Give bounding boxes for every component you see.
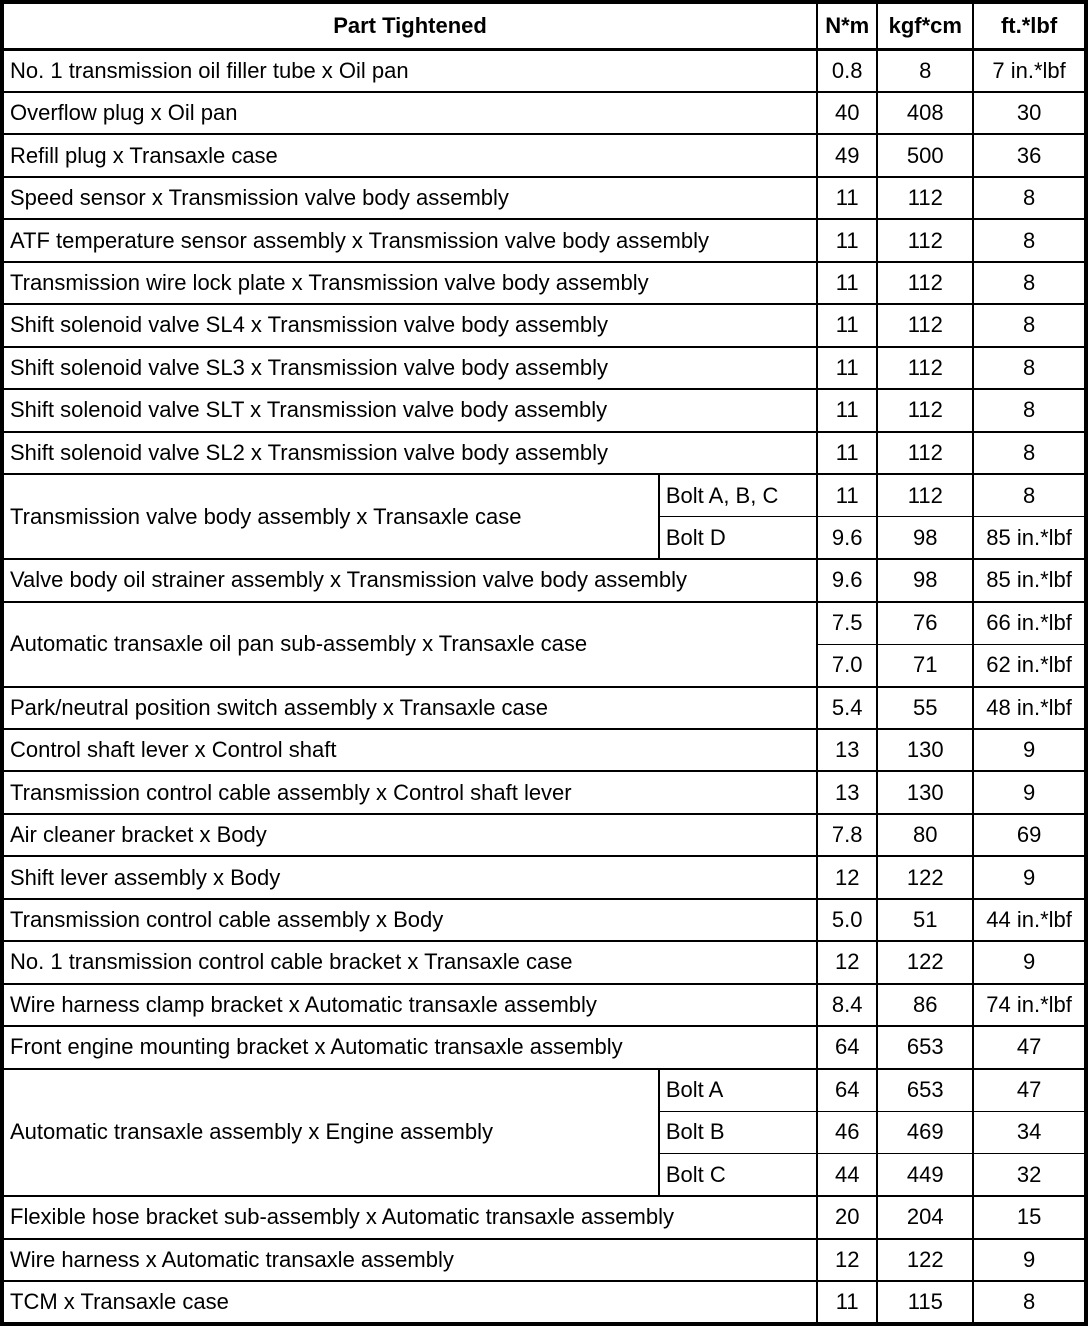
ftlbf-value-cell: 8 xyxy=(973,177,1086,219)
ftlbf-value-cell: 8 xyxy=(973,219,1086,261)
nm-value-cell: 9.6 xyxy=(817,517,877,559)
part-cell: Shift solenoid valve SL2 x Transmission valve body assembly xyxy=(2,432,817,474)
ftlbf-value-cell: 8 xyxy=(973,1281,1086,1324)
ftlbf-value-cell: 8 xyxy=(973,432,1086,474)
part-cell: Automatic transaxle oil pan sub-assembly x Transaxle case xyxy=(2,602,817,687)
nm-value-cell: 11 xyxy=(817,347,877,389)
kgfcm-value-cell: 51 xyxy=(877,899,973,941)
ftlbf-value-cell: 32 xyxy=(973,1154,1086,1196)
header-row xyxy=(2,2,1086,50)
part-cell: No. 1 transmission control cable bracket x Transaxle case xyxy=(2,941,817,983)
ftlbf-value-cell: 8 xyxy=(973,304,1086,346)
table-row xyxy=(2,602,1086,644)
kgfcm-value-cell: 115 xyxy=(877,1281,973,1324)
kgfcm-value-cell: 204 xyxy=(877,1196,973,1238)
part-cell: Valve body oil strainer assembly x Transmission valve body assembly xyxy=(2,559,817,601)
kgfcm-value-cell: 500 xyxy=(877,134,973,176)
ftlbf-value-cell: 30 xyxy=(973,92,1086,134)
part-cell: Shift solenoid valve SL3 x Transmission valve body assembly xyxy=(2,347,817,389)
nm-value-cell: 12 xyxy=(817,941,877,983)
table-row xyxy=(2,134,1086,176)
table-row xyxy=(2,389,1086,431)
nm-value-cell: 7.5 xyxy=(817,602,877,644)
ftlbf-value-cell: 44 in.*lbf xyxy=(973,899,1086,941)
kgfcm-value-cell: 80 xyxy=(877,814,973,856)
ftlbf-value-cell: 8 xyxy=(973,347,1086,389)
part-cell: Air cleaner bracket x Body xyxy=(2,814,817,856)
bolt-cell: Bolt A xyxy=(659,1069,817,1111)
table-row xyxy=(2,262,1086,304)
ftlbf-value-cell: 7 in.*lbf xyxy=(973,50,1086,92)
nm-value-cell: 11 xyxy=(817,1281,877,1324)
nm-value-cell: 11 xyxy=(817,389,877,431)
table-row xyxy=(2,432,1086,474)
ftlbf-value-cell: 85 in.*lbf xyxy=(973,559,1086,601)
nm-value-cell: 11 xyxy=(817,474,877,516)
part-cell: Shift solenoid valve SL4 x Transmission valve body assembly xyxy=(2,304,817,346)
ftlbf-value-cell: 15 xyxy=(973,1196,1086,1238)
kgfcm-value-cell: 449 xyxy=(877,1154,973,1196)
nm-value-cell: 9.6 xyxy=(817,559,877,601)
part-cell: Wire harness x Automatic transaxle assembly xyxy=(2,1239,817,1281)
kgfcm-value-cell: 112 xyxy=(877,347,973,389)
table-row xyxy=(2,687,1086,729)
kgfcm-value-cell: 112 xyxy=(877,219,973,261)
table-row xyxy=(2,814,1086,856)
part-cell: Transmission wire lock plate x Transmission valve body assembly xyxy=(2,262,817,304)
kgfcm-value-cell: 122 xyxy=(877,1239,973,1281)
nm-value-cell: 13 xyxy=(817,771,877,813)
ftlbf-value-cell: 85 in.*lbf xyxy=(973,517,1086,559)
nm-value-cell: 12 xyxy=(817,1239,877,1281)
part-cell: Shift lever assembly x Body xyxy=(2,856,817,898)
kgfcm-value-cell: 112 xyxy=(877,262,973,304)
table-row xyxy=(2,1239,1086,1281)
ftlbf-value-cell: 74 in.*lbf xyxy=(973,984,1086,1026)
table-row xyxy=(2,1281,1086,1324)
part-cell: Wire harness clamp bracket x Automatic transaxle assembly xyxy=(2,984,817,1026)
kgfcm-value-cell: 86 xyxy=(877,984,973,1026)
ftlbf-value-cell: 69 xyxy=(973,814,1086,856)
table-row xyxy=(2,729,1086,771)
table-row xyxy=(2,771,1086,813)
part-cell: TCM x Transaxle case xyxy=(2,1281,817,1324)
table-row xyxy=(2,177,1086,219)
part-cell: Transmission control cable assembly x Body xyxy=(2,899,817,941)
kgfcm-value-cell: 408 xyxy=(877,92,973,134)
ftlbf-value-cell: 8 xyxy=(973,262,1086,304)
header-ftlbf: ft.*lbf xyxy=(973,2,1086,50)
table-row xyxy=(2,50,1086,92)
nm-value-cell: 0.8 xyxy=(817,50,877,92)
bolt-cell: Bolt B xyxy=(659,1111,817,1153)
kgfcm-value-cell: 653 xyxy=(877,1026,973,1068)
part-cell: Transmission valve body assembly x Transaxle case xyxy=(2,474,659,559)
ftlbf-value-cell: 48 in.*lbf xyxy=(973,687,1086,729)
kgfcm-value-cell: 112 xyxy=(877,474,973,516)
ftlbf-value-cell: 9 xyxy=(973,729,1086,771)
nm-value-cell: 13 xyxy=(817,729,877,771)
ftlbf-value-cell: 47 xyxy=(973,1069,1086,1111)
kgfcm-value-cell: 112 xyxy=(877,304,973,346)
kgfcm-value-cell: 122 xyxy=(877,856,973,898)
nm-value-cell: 5.4 xyxy=(817,687,877,729)
torque-table-body xyxy=(2,50,1086,1325)
nm-value-cell: 11 xyxy=(817,177,877,219)
table-row xyxy=(2,304,1086,346)
nm-value-cell: 5.0 xyxy=(817,899,877,941)
kgfcm-value-cell: 76 xyxy=(877,602,973,644)
kgfcm-value-cell: 469 xyxy=(877,1111,973,1153)
table-row xyxy=(2,1026,1086,1068)
nm-value-cell: 49 xyxy=(817,134,877,176)
ftlbf-value-cell: 9 xyxy=(973,856,1086,898)
table-row xyxy=(2,347,1086,389)
nm-value-cell: 44 xyxy=(817,1154,877,1196)
table-row xyxy=(2,219,1086,261)
ftlbf-value-cell: 9 xyxy=(973,1239,1086,1281)
nm-value-cell: 46 xyxy=(817,1111,877,1153)
nm-value-cell: 40 xyxy=(817,92,877,134)
part-cell: ATF temperature sensor assembly x Transmission valve body assembly xyxy=(2,219,817,261)
part-cell: Automatic transaxle assembly x Engine assembly xyxy=(2,1069,659,1196)
table-row xyxy=(2,856,1086,898)
table-row xyxy=(2,1196,1086,1238)
header-part-tightened: Part Tightened xyxy=(2,2,817,50)
table-row xyxy=(2,92,1086,134)
ftlbf-value-cell: 8 xyxy=(973,389,1086,431)
part-cell: Refill plug x Transaxle case xyxy=(2,134,817,176)
kgfcm-value-cell: 112 xyxy=(877,432,973,474)
kgfcm-value-cell: 98 xyxy=(877,559,973,601)
nm-value-cell: 11 xyxy=(817,304,877,346)
ftlbf-value-cell: 34 xyxy=(973,1111,1086,1153)
bolt-cell: Bolt A, B, C xyxy=(659,474,817,516)
part-cell: Speed sensor x Transmission valve body assembly xyxy=(2,177,817,219)
bolt-cell: Bolt D xyxy=(659,517,817,559)
header-kgfcm: kgf*cm xyxy=(877,2,973,50)
nm-value-cell: 64 xyxy=(817,1026,877,1068)
part-cell: Front engine mounting bracket x Automatic transaxle assembly xyxy=(2,1026,817,1068)
nm-value-cell: 8.4 xyxy=(817,984,877,1026)
part-cell: No. 1 transmission oil filler tube x Oil pan xyxy=(2,50,817,92)
ftlbf-value-cell: 9 xyxy=(973,771,1086,813)
table-header xyxy=(2,2,1086,50)
table-row xyxy=(2,984,1086,1026)
nm-value-cell: 11 xyxy=(817,262,877,304)
kgfcm-value-cell: 98 xyxy=(877,517,973,559)
part-cell: Overflow plug x Oil pan xyxy=(2,92,817,134)
nm-value-cell: 7.8 xyxy=(817,814,877,856)
nm-value-cell: 11 xyxy=(817,432,877,474)
ftlbf-value-cell: 66 in.*lbf xyxy=(973,602,1086,644)
nm-value-cell: 20 xyxy=(817,1196,877,1238)
part-cell: Control shaft lever x Control shaft xyxy=(2,729,817,771)
ftlbf-value-cell: 8 xyxy=(973,474,1086,516)
table-row xyxy=(2,899,1086,941)
kgfcm-value-cell: 122 xyxy=(877,941,973,983)
nm-value-cell: 11 xyxy=(817,219,877,261)
nm-value-cell: 64 xyxy=(817,1069,877,1111)
part-cell: Shift solenoid valve SLT x Transmission valve body assembly xyxy=(2,389,817,431)
table-row xyxy=(2,474,1086,516)
header-nm: N*m xyxy=(817,2,877,50)
kgfcm-value-cell: 112 xyxy=(877,177,973,219)
kgfcm-value-cell: 71 xyxy=(877,644,973,686)
ftlbf-value-cell: 36 xyxy=(973,134,1086,176)
kgfcm-value-cell: 8 xyxy=(877,50,973,92)
kgfcm-value-cell: 112 xyxy=(877,389,973,431)
table-row xyxy=(2,1069,1086,1111)
ftlbf-value-cell: 47 xyxy=(973,1026,1086,1068)
bolt-cell: Bolt C xyxy=(659,1154,817,1196)
ftlbf-value-cell: 9 xyxy=(973,941,1086,983)
kgfcm-value-cell: 130 xyxy=(877,771,973,813)
part-cell: Flexible hose bracket sub-assembly x Automatic transaxle assembly xyxy=(2,1196,817,1238)
part-cell: Park/neutral position switch assembly x Transaxle case xyxy=(2,687,817,729)
kgfcm-value-cell: 130 xyxy=(877,729,973,771)
table-row xyxy=(2,941,1086,983)
nm-value-cell: 7.0 xyxy=(817,644,877,686)
kgfcm-value-cell: 55 xyxy=(877,687,973,729)
table-row xyxy=(2,559,1086,601)
part-cell: Transmission control cable assembly x Control shaft lever xyxy=(2,771,817,813)
nm-value-cell: 12 xyxy=(817,856,877,898)
kgfcm-value-cell: 653 xyxy=(877,1069,973,1111)
ftlbf-value-cell: 62 in.*lbf xyxy=(973,644,1086,686)
